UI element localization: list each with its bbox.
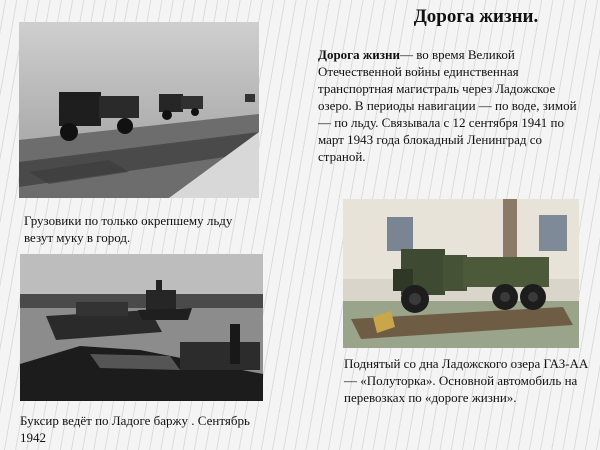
photo-tug-barge: [20, 254, 263, 401]
intro-text: — во время Великой Отечественной войны единственная транспортная магистраль через Ладожское озеро. В периоды навигации — по воде, зимой — по льду. Связывала с 12 сентября 1941 по март 1943 года блокадный Ленинград со страной.: [318, 47, 577, 164]
photo-gaz-truck: [343, 199, 579, 348]
caption-trucks-on-ice: Грузовики по только окрепшему льду везут муку в город.: [24, 213, 233, 245]
intro-term: Дорога жизни: [318, 47, 400, 62]
photo-trucks-on-ice: [19, 22, 259, 198]
intro-paragraph: [318, 46, 590, 165]
caption-gaz-truck: Поднятый со дна Ладожского озера ГАЗ-АА— «Полуторка». Основной автомобиль на перевозках по «дороге жизни».: [344, 356, 589, 405]
slide-title: Дорога жизни.: [413, 6, 539, 27]
caption-tug-barge: Буксир ведёт по Ладоге баржу . Сентябрь 1942: [20, 413, 250, 445]
